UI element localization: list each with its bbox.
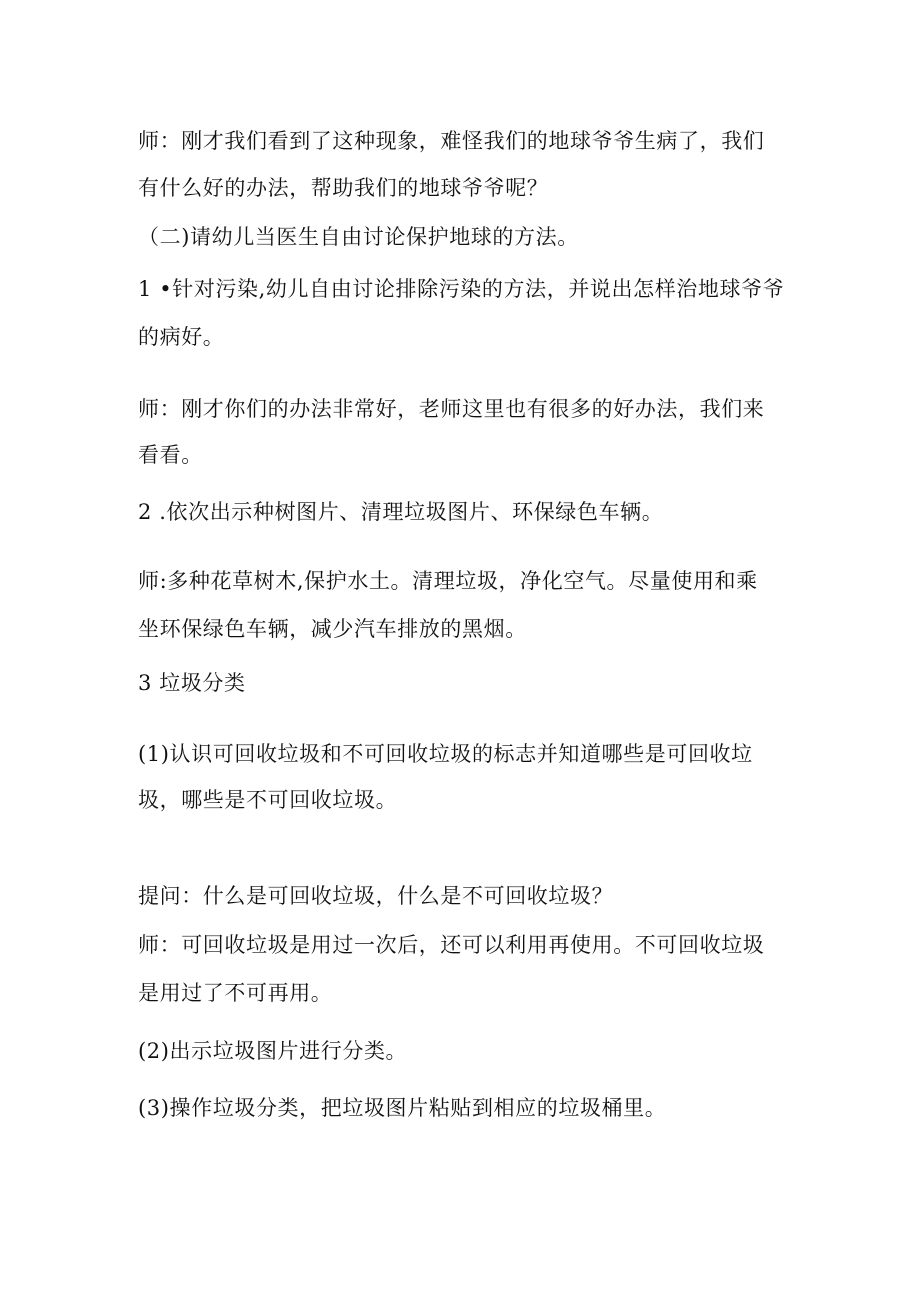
paragraph-line: 2 .依次出示种树图片、清理垃圾图片、环保绿色车辆。	[138, 500, 664, 524]
paragraph-line: 师:多种花草树木,保护水土。清理垃圾，净化空气。尽量使用和乘	[138, 569, 758, 593]
paragraph-line: 坐环保绿色车辆，减少汽车排放的黑烟。	[138, 617, 527, 641]
paragraph-line: (3)操作垃圾分类，把垃圾图片粘贴到相应的垃圾桶里。	[138, 1096, 667, 1120]
section-heading: （二)请幼儿当医生自由讨论保护地球的方法。	[138, 225, 579, 249]
paragraph-line: 圾，哪些是不可回收垃圾。	[138, 788, 398, 812]
section-heading: 3 垃圾分类	[138, 671, 246, 695]
paragraph-line: 提问：什么是可回收垃圾，什么是不可回收垃圾？	[138, 884, 614, 908]
paragraph-line: 看看。	[138, 443, 203, 467]
paragraph-line: 师：可回收垃圾是用过一次后，还可以利用再使用。不可回收垃圾	[138, 933, 765, 957]
paragraph-line: 有什么好的办法，帮助我们的地球爷爷呢？	[138, 176, 549, 200]
paragraph-line: 师：刚才你们的办法非常好，老师这里也有很多的好办法，我们来	[138, 397, 765, 421]
paragraph-line: 是用过了不可再用。	[138, 981, 333, 1005]
paragraph-line: (1)认识可回收垃圾和不可回收垃圾的标志并知道哪些是可回收垃	[138, 742, 753, 766]
paragraph-line: (2)出示垃圾图片进行分类。	[138, 1039, 408, 1063]
paragraph-line: 1 •针对污染,幼儿自由讨论排除污染的方法，并说出怎样治地球爷爷	[138, 277, 785, 301]
paragraph-line: 的病好。	[138, 325, 225, 349]
paragraph-line: 师：刚才我们看到了这种现象，难怪我们的地球爷爷生病了，我们	[138, 129, 765, 153]
